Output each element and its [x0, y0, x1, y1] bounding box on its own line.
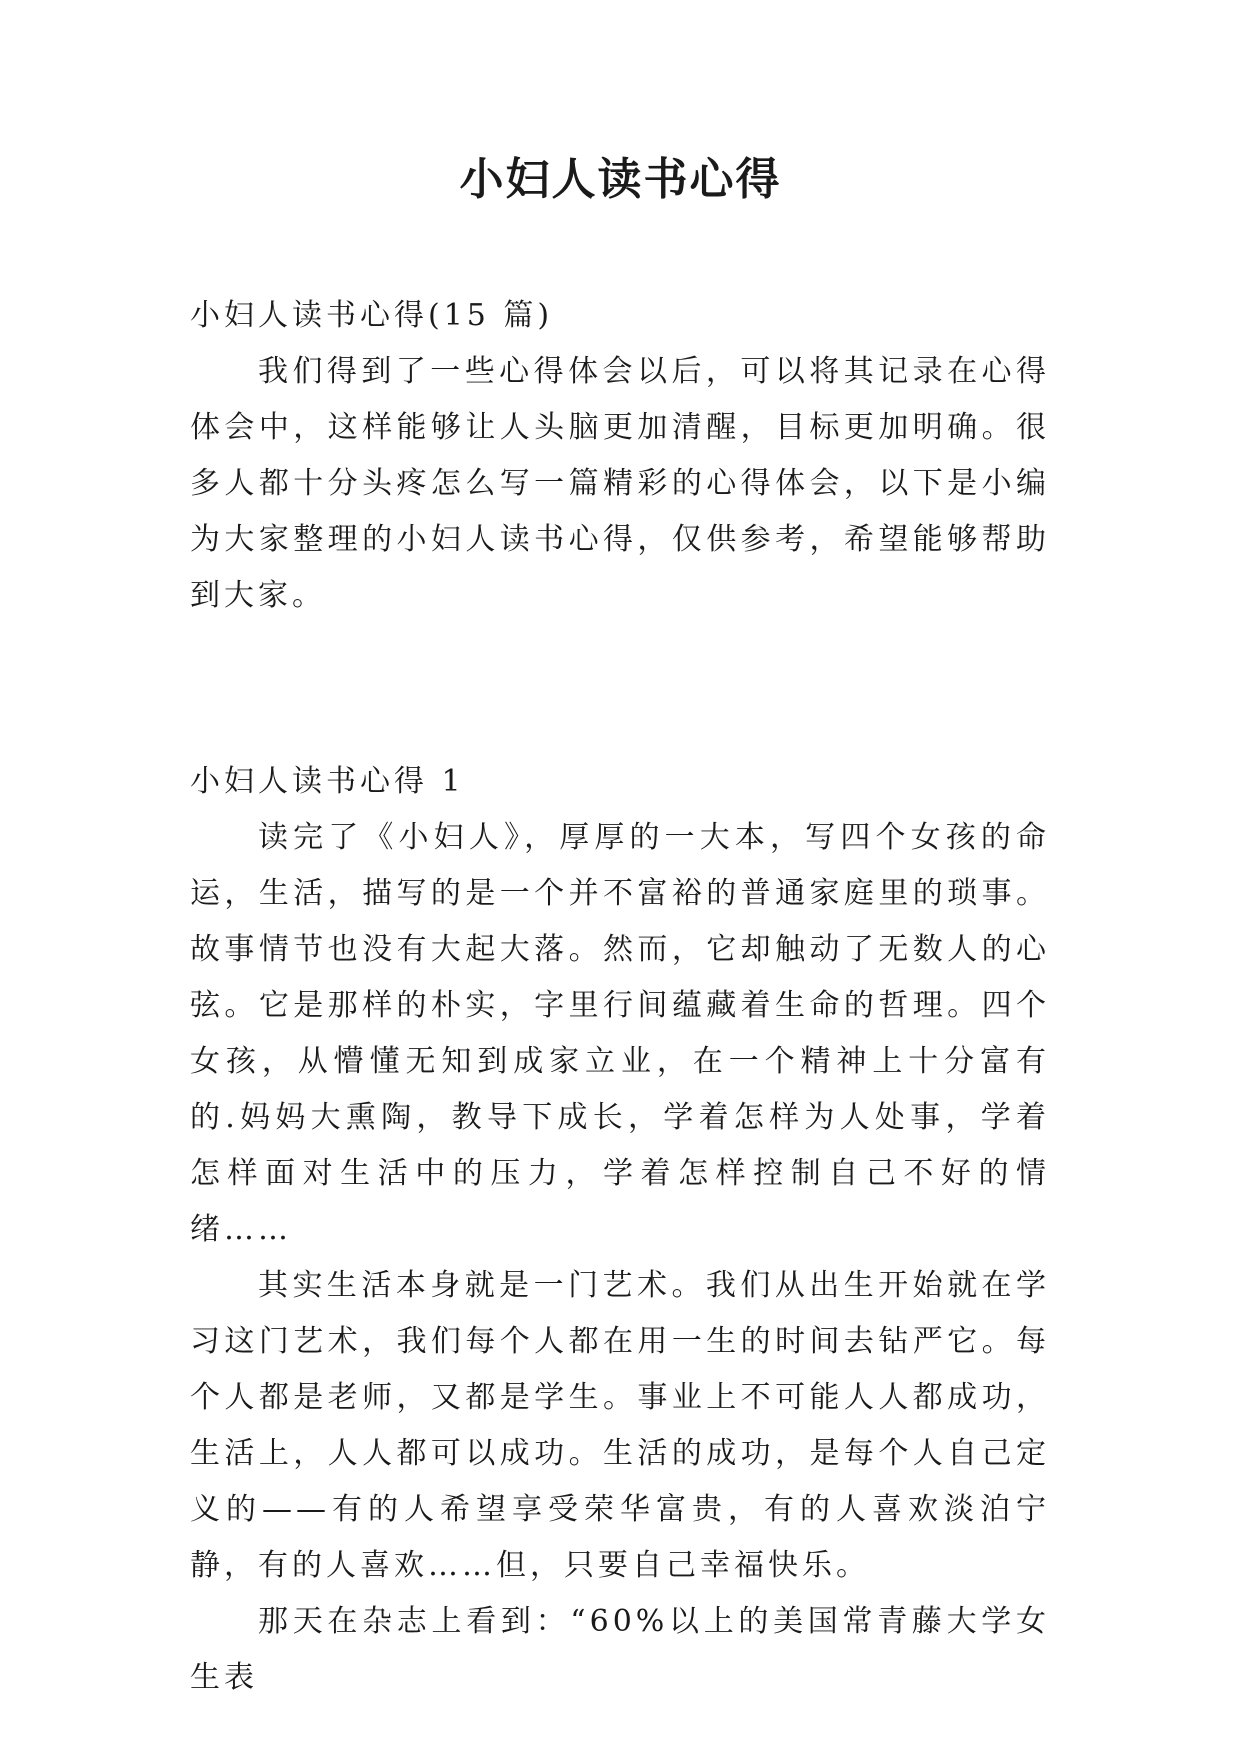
- body-paragraph-2: 其实生活本身就是一门艺术。我们从出生开始就在学习这门艺术，我们每个人都在用一生的时间去钻严它。每个人都是老师，又都是学生。事业上不可能人人都成功，生活上，人人都可以成功。生活的成功，是每个人自己定义的——有的人希望享受荣华富贵，有的人喜欢淡泊宁静，有的人喜欢……但，只要自己幸福快乐。: [190, 1268, 1050, 1583]
- section-heading: 小妇人读书心得 1: [190, 764, 465, 799]
- document-subtitle: 小妇人读书心得(15 篇): [190, 298, 554, 333]
- document-body: [190, 288, 1050, 1706]
- intro-paragraph: 我们得到了一些心得体会以后，可以将其记录在心得体会中，这样能够让人头脑更加清醒，目标更加明确。很多人都十分头疼怎么写一篇精彩的心得体会，以下是小编为大家整理的小妇人读书心得，仅供参考，希望能够帮助到大家。: [190, 354, 1050, 613]
- body-paragraph-3: 那天在杂志上看到：“60%以上的美国常青藤大学女生表: [190, 1604, 1050, 1695]
- page-title: 小妇人读书心得: [459, 154, 782, 205]
- body-paragraph-1: 读完了《小妇人》，厚厚的一大本，写四个女孩的命运，生活，描写的是一个并不富裕的普通家庭里的琐事。故事情节也没有大起大落。然而，它却触动了无数人的心弦。它是那样的朴实，字里行间蕴藏着生命的哲理。四个女孩，从懵懂无知到成家立业，在一个精神上十分富有的.妈妈大熏陶，教导下成长，学着怎样为人处事，学着怎样面对生活中的压力，学着怎样控制自己不好的情绪……: [190, 820, 1050, 1247]
- section-spacer: [190, 624, 1050, 754]
